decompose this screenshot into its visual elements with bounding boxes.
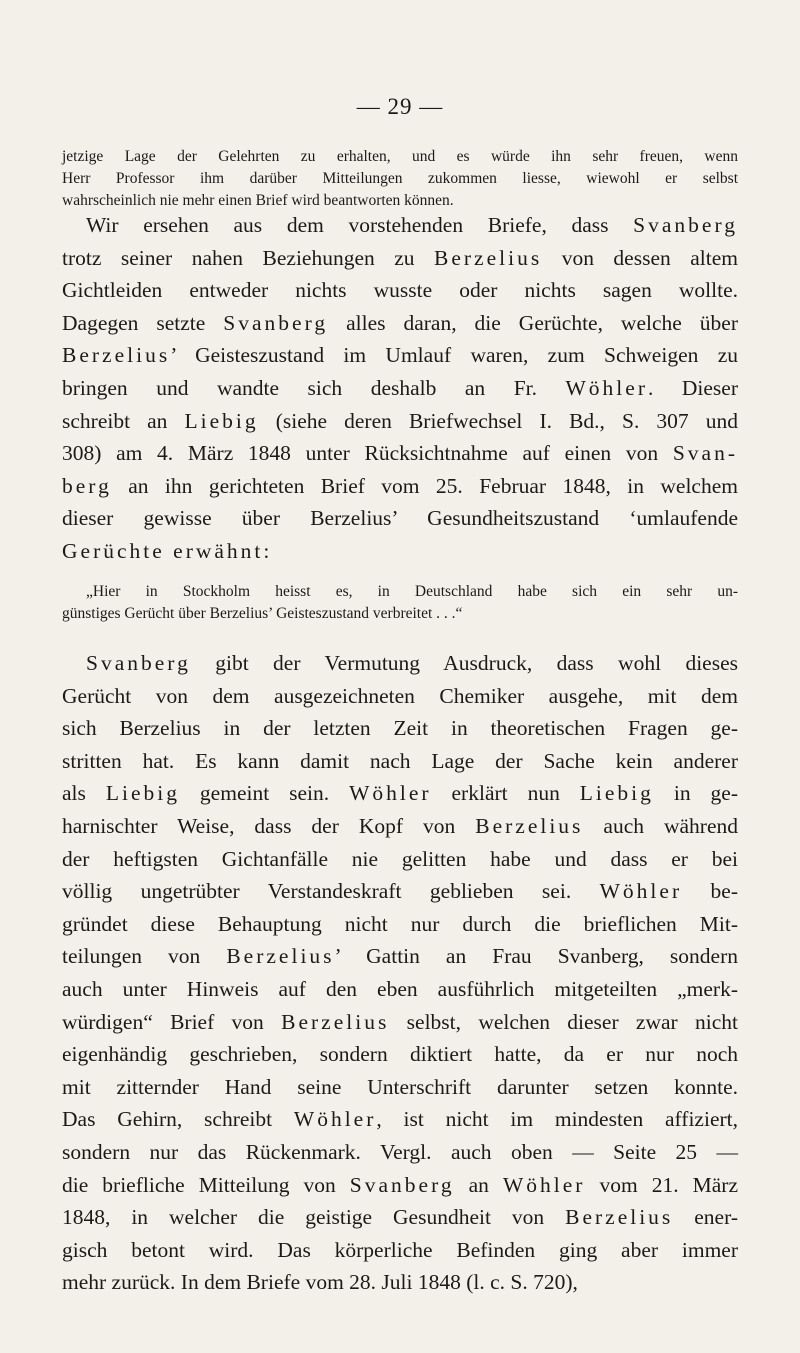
spaced-name: Liebig xyxy=(105,781,180,806)
text-line xyxy=(62,1103,738,1136)
text-line: „Hier in Stockholm heisst es, in Deutschland habe sich ein sehr un- xyxy=(86,583,738,600)
text-run: gemeint sein. xyxy=(179,781,350,806)
text-run: gründet diese Behauptung nicht nur durch die brieflichen Mit- xyxy=(62,911,738,936)
text-line xyxy=(62,437,738,470)
text-run: in ge- xyxy=(653,781,738,806)
text-run: Dagegen setzte xyxy=(62,310,224,335)
text-run: ener- xyxy=(673,1205,738,1230)
text-line xyxy=(62,535,738,568)
text-run: völlig ungetrübter Verstandeskraft geblieben sei. xyxy=(62,879,600,904)
text-run: alles daran, die Gerüchte, welche über xyxy=(328,310,738,335)
text-run: (siehe deren Briefwechsel I. Bd., S. 307 und xyxy=(258,408,738,433)
text-line xyxy=(62,1006,738,1039)
text-run: gisch betont wird. Das körperliche Befinden ging aber immer xyxy=(62,1237,738,1262)
text-run: erklärt nun xyxy=(431,781,580,806)
text-line xyxy=(62,339,738,372)
text-run: eigenhändig geschrieben, sondern diktiert hatte, da er nur noch xyxy=(62,1042,738,1067)
spaced-name: Berzelius xyxy=(434,245,543,270)
text-line xyxy=(62,372,738,405)
text-run: sich Berzelius in der letzten Zeit in theoretischen Fragen ge- xyxy=(62,716,738,741)
text-line xyxy=(62,843,738,876)
text-line xyxy=(62,940,738,973)
text-run: schreibt an xyxy=(62,408,185,433)
text-run: harnischter Weise, dass der Kopf von xyxy=(62,813,476,838)
spaced-name: berg xyxy=(62,473,112,498)
letter-excerpt xyxy=(62,146,738,212)
text-line xyxy=(62,502,738,535)
spaced-name: Berzelius xyxy=(565,1205,674,1230)
text-line xyxy=(62,307,738,340)
text-line xyxy=(62,973,738,1006)
text-run: 308) am 4. März 1848 unter Rücksichtnahme auf einen von xyxy=(62,441,673,466)
text-line xyxy=(62,405,738,438)
text-run: als xyxy=(62,781,106,806)
quoted-letter xyxy=(62,581,738,625)
page-number: — 29 — xyxy=(356,94,444,119)
text-run: 1848, in welcher die geistige Gesundheit von xyxy=(62,1205,566,1230)
text-line: günstiges Gerücht über Berzelius’ Geisteszustand verbreitet . . .“ xyxy=(62,605,463,622)
spaced-name: Berzelius xyxy=(475,813,584,838)
text-line xyxy=(62,745,738,778)
spaced-name: Wöhler xyxy=(599,879,683,904)
text-run: bringen und wandte sich deshalb an Fr. xyxy=(62,375,566,400)
text-run: der heftigsten Gichtanfälle nie gelitten habe und dass er bei xyxy=(62,846,738,871)
text-run: gibt der Vermutung Ausdruck, dass wohl dieses xyxy=(190,651,738,675)
text-line xyxy=(62,875,738,908)
text-line xyxy=(62,777,738,810)
text-run: teilungen von xyxy=(62,944,227,969)
text-run: . Dieser xyxy=(647,375,738,400)
text-line xyxy=(62,810,738,843)
text-run: an ihn gerichteten Brief vom 25. Februar 1848, in welchem xyxy=(111,473,738,498)
text-run: Gichtleiden entweder nichts wusste oder nichts sagen wollte. xyxy=(62,278,738,303)
text-run: sondern nur das Rückenmark. Vergl. auch oben — Seite 25 — xyxy=(62,1139,738,1164)
spaced-name: Wöhler xyxy=(349,781,432,806)
text-run: würdigen“ Brief von xyxy=(62,1009,282,1034)
spaced-name: Gerüchte erwähnt: xyxy=(62,538,273,563)
text-line xyxy=(62,1169,738,1202)
text-run: ’ Gattin an Frau Svanberg, sondern xyxy=(334,944,739,969)
spaced-name: Liebig xyxy=(184,408,259,433)
spaced-name: Svanberg xyxy=(349,1172,455,1197)
text-line xyxy=(62,274,738,307)
paragraph-1 xyxy=(62,209,738,568)
text-line xyxy=(62,470,738,503)
text-run: auch unter Hinweis auf den eben ausführlich mitgeteilten „merk- xyxy=(62,976,738,1001)
text-line xyxy=(62,1201,738,1234)
text-run: stritten hat. Es kann damit nach Lage der Sache kein anderer xyxy=(62,748,738,773)
text-run: trotz seiner nahen Beziehungen zu xyxy=(62,245,435,270)
spaced-name: Svanberg xyxy=(223,310,329,335)
text-run: selbst, welchen dieser zwar nicht xyxy=(389,1009,739,1034)
text-line xyxy=(62,1266,738,1299)
text-run: be- xyxy=(682,879,738,904)
text-line xyxy=(62,1038,738,1071)
text-run: von dessen altem xyxy=(542,245,738,270)
spaced-name: Wöhler xyxy=(565,375,648,400)
spaced-name: Berzelius xyxy=(281,1009,390,1034)
text-run: mehr zurück. In dem Briefe vom 28. Juli 1848 (l. c. S. 720), xyxy=(62,1270,578,1295)
text-line xyxy=(62,1136,738,1169)
text-run: mit zitternder Hand seine Unterschrift darunter setzen konnte. xyxy=(62,1074,738,1099)
text-run: die briefliche Mitteilung von xyxy=(62,1172,350,1197)
text-line xyxy=(62,1071,738,1104)
text-line xyxy=(62,647,738,680)
text-line: Herr Professor ihm darüber Mitteilungen zukommen liesse, wiewohl er selbst xyxy=(62,170,738,187)
spaced-name: Wöhler xyxy=(293,1107,377,1132)
paragraph-2 xyxy=(62,647,738,1299)
text-run: an xyxy=(454,1172,503,1197)
text-line xyxy=(62,680,738,713)
text-line xyxy=(62,712,738,745)
spaced-name: Wöhler xyxy=(502,1172,586,1197)
text-run: Gerücht von dem ausgezeichneten Chemiker ausgehe, mit dem xyxy=(62,683,738,708)
text-run: Wir ersehen aus dem vorstehenden Briefe, dass xyxy=(86,213,634,237)
text-line xyxy=(62,1234,738,1267)
text-run: ’ Geisteszustand im Umlauf waren, zum Schweigen zu xyxy=(170,343,738,368)
spaced-name: Berzelius xyxy=(226,944,335,969)
text-line xyxy=(62,242,738,275)
text-run: Das Gehirn, schreibt xyxy=(62,1107,294,1132)
text-run: auch während xyxy=(583,813,738,838)
spaced-name: Liebig xyxy=(579,781,654,806)
text-run: dieser gewisse über Berzelius’ Gesundheitszustand ‘umlaufende xyxy=(62,506,738,531)
text-run: , ist nicht im mindesten affiziert, xyxy=(376,1107,739,1132)
text-line: wahrscheinlich nie mehr einen Brief wird beantworten können. xyxy=(62,192,454,209)
spaced-name: Svan- xyxy=(672,441,738,466)
spaced-name: Svanberg xyxy=(633,213,738,237)
spaced-name: Berzelius xyxy=(62,343,171,368)
spaced-name: Svanberg xyxy=(86,651,191,675)
text-line xyxy=(62,209,738,242)
text-run: vom 21. März xyxy=(585,1172,738,1197)
text-line xyxy=(62,908,738,941)
text-line: jetzige Lage der Gelehrten zu erhalten, und es würde ihn sehr freuen, wenn xyxy=(62,148,738,165)
